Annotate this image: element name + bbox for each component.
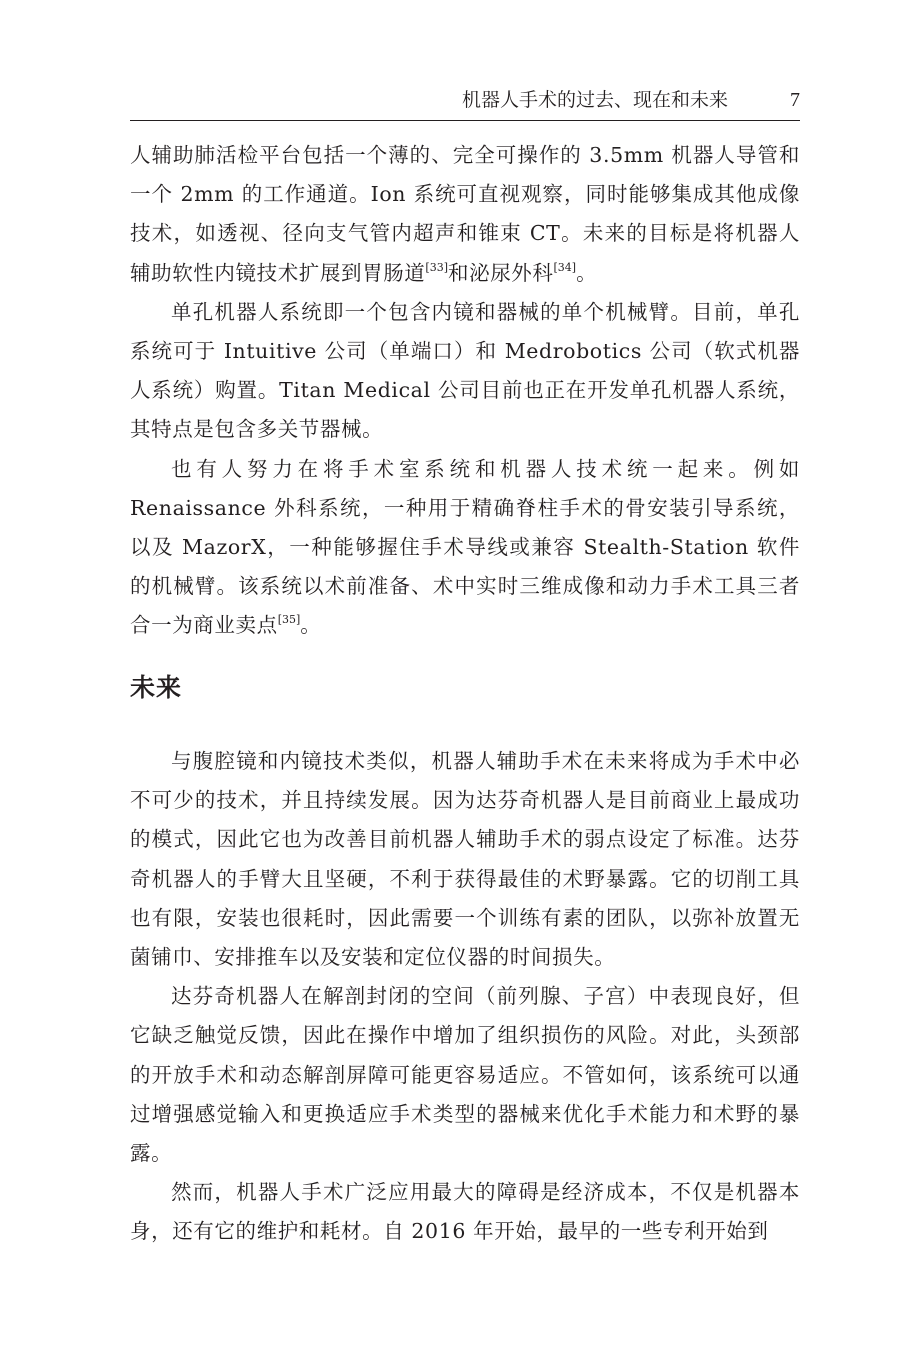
paragraph — [130, 136, 800, 293]
paragraph-text: 和泌尿外科 — [448, 260, 554, 285]
paragraph-text: 。 — [576, 260, 598, 285]
paragraph-text: 人辅助肺活检平台包括一个薄的、完全可操作的 3.5mm 机器人导管和一个 2mm 的工作通道。Ion 系统可直视观察，同时能够集成其他成像技术，如透视、径向支气管内超声和锥束 CT。未来的目标是将机器人辅助软性内镜技术扩展到胃肠道 — [130, 143, 800, 285]
paragraph-text: 也有人努力在将手术室系统和机器人技术统一起来。例如 Renaissance 外科系统，一种用于精确脊柱手术的骨安装引导系统，以及 MazorX，一种能够握住手术导线或兼容 Stealth-Station 软件的机械臂。该系统以术前准备、术中实时三维成像和动力手术工具三者合一为商业卖点 — [130, 456, 800, 638]
paragraph: 然而，机器人手术广泛应用最大的障碍是经济成本，不仅是机器本身，还有它的维护和耗材。自 2016 年开始，最早的一些专利开始到 — [130, 1180, 800, 1244]
body-text-top — [130, 136, 800, 646]
citation-ref: [34] — [553, 260, 577, 274]
paragraph: 单孔机器人系统即一个包含内镜和器械的单个机械臂。目前，单孔系统可于 Intuitive 公司（单端口）和 Medrobotics 公司（软式机器人系统）购置。Titan Medical 公司目前也正在开发单孔机器人系统，其特点是包含多关节器械。 — [130, 299, 800, 442]
header-rule — [130, 120, 800, 121]
citation-ref: [35] — [277, 613, 301, 627]
paragraph — [130, 450, 800, 646]
page-number: 7 — [790, 89, 800, 111]
paragraph: 与腹腔镜和内镜技术类似，机器人辅助手术在未来将成为手术中必不可少的技术，并且持续发展。因为达芬奇机器人是目前商业上最成功的模式，因此它也为改善目前机器人辅助手术的弱点设定了标准。达芬奇机器人的手臂大且坚硬，不利于获得最佳的术野暴露。它的切削工具也有限，安装也很耗时，因此需要一个训练有素的团队，以弥补放置无菌铺巾、安排推车以及安装和定位仪器的时间损失。 — [130, 749, 800, 970]
page-header — [130, 86, 800, 116]
body-text-bottom — [130, 742, 800, 1252]
running-title: 机器人手术的过去、现在和未来 — [461, 89, 728, 111]
paragraph-text: 。 — [300, 613, 322, 638]
section-heading: 未来 — [130, 673, 183, 702]
paragraph: 达芬奇机器人在解剖封闭的空间（前列腺、子宫）中表现良好，但它缺乏触觉反馈，因此在操作中增加了组织损伤的风险。对此，头颈部的开放手术和动态解剖屏障可能更容易适应。不管如何，该系统可以通过增强感觉输入和更换适应手术类型的器械来优化手术能力和术野的暴露。 — [130, 984, 800, 1166]
citation-ref: [33] — [425, 260, 448, 274]
